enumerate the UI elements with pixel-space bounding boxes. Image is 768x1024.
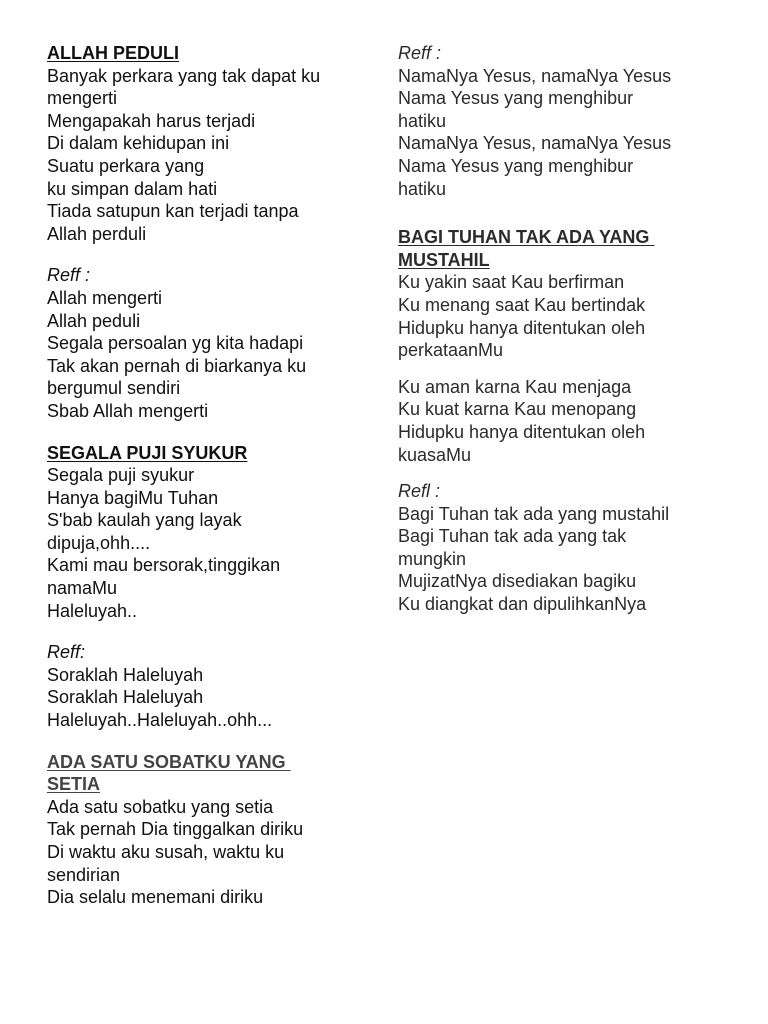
lyric-line: Tak pernah Dia tinggalkan diriku (47, 819, 304, 840)
reff-label: Reff : (47, 265, 91, 286)
song-title: ALLAH PEDULI (47, 43, 179, 63)
lyric-line: Bagi Tuhan tak ada yang mustahil (398, 503, 670, 524)
lyric-line: MujizatNya disediakan bagiku (398, 571, 637, 592)
lyric-line: hatiku (398, 178, 447, 199)
lyric-line: Sbab Allah mengerti (47, 400, 209, 421)
lyric-line: Nama Yesus yang menghibur (398, 155, 634, 176)
lyric-line: Di dalam kehidupan ini (47, 133, 230, 154)
lyric-line: bergumul sendiri (47, 378, 181, 399)
lyric-line: Kami mau bersorak,tinggikan (47, 555, 281, 576)
reff-label: Reff : (398, 43, 442, 63)
lyric-line: Nama Yesus yang menghibur (398, 88, 634, 109)
lyric-line: dipuja,ohh.... (47, 532, 151, 553)
lyric-line: kuasaMu (398, 444, 472, 465)
lyric-line: Haleluyah.. (47, 600, 138, 621)
lyric-line: Hidupku hanya ditentukan oleh (398, 421, 646, 442)
lyric-line: S'bab kaulah yang layak (47, 510, 242, 531)
lyric-line: namaMu (47, 578, 118, 599)
lyric-line: Segala puji syukur (47, 465, 195, 486)
lyric-line: Dia selalu menemani diriku (47, 887, 264, 908)
song-title: SETIA (47, 774, 101, 795)
lyric-line: Hidupku hanya ditentukan oleh (398, 317, 646, 338)
lyric-line: Ku yakin saat Kau berfirman (398, 272, 625, 293)
lyric-line: Bagi Tuhan tak ada yang tak (398, 526, 627, 547)
lyric-line: Tiada satupun kan terjadi tanpa (47, 201, 299, 222)
lyric-line: Ada satu sobatku yang setia (47, 796, 274, 817)
right-column (398, 42, 728, 616)
song-title: MUSTAHIL (398, 249, 490, 270)
lyric-line: NamaNya Yesus, namaNya Yesus (398, 65, 672, 86)
song-title: ADA SATU SOBATKU YANG (47, 751, 291, 772)
lyric-line: ku simpan dalam hati (47, 178, 218, 199)
lyric-line: Segala persoalan yg kita hadapi (47, 333, 304, 354)
lyric-line: Ku menang saat Kau bertindak (398, 294, 646, 315)
lyric-line: mungkin (398, 548, 467, 569)
lyric-line: hatiku (398, 110, 447, 131)
lyric-line: Haleluyah..Haleluyah..ohh... (47, 710, 273, 731)
lyric-line: Tak akan pernah di biarkanya ku (47, 355, 307, 376)
reff-label: Reff: (47, 642, 86, 663)
lyric-line: Ku aman karna Kau menjaga (398, 376, 632, 397)
lyric-line: Soraklah Haleluyah (47, 687, 204, 708)
lyric-line: Ku kuat karna Kau menopang (398, 399, 637, 420)
lyric-line: Suatu perkara yang (47, 155, 205, 176)
lyric-line: sendirian (47, 864, 121, 885)
lyric-line: Banyak perkara yang tak dapat ku (47, 65, 321, 86)
song-title: BAGI TUHAN TAK ADA YANG (398, 227, 655, 248)
left-column (47, 42, 377, 909)
lyric-line: Mengapakah harus terjadi (47, 110, 256, 131)
lyric-line: Soraklah Haleluyah (47, 664, 204, 685)
lyric-line: Allah mengerti (47, 287, 163, 308)
lyric-line: Ku diangkat dan dipulihkanNya (398, 594, 647, 615)
lyric-line: perkataanMu (398, 340, 504, 361)
lyric-line: Hanya bagiMu Tuhan (47, 487, 219, 508)
lyric-line: Allah perduli (47, 223, 147, 244)
lyric-line: Di waktu aku susah, waktu ku (47, 842, 285, 862)
reff-label: Refl : (398, 481, 441, 502)
lyric-line: NamaNya Yesus, namaNya Yesus (398, 133, 672, 154)
song-title: SEGALA PUJI SYUKUR (47, 442, 248, 463)
lyric-line: mengerti (47, 88, 118, 109)
lyric-line: Allah peduli (47, 310, 141, 331)
